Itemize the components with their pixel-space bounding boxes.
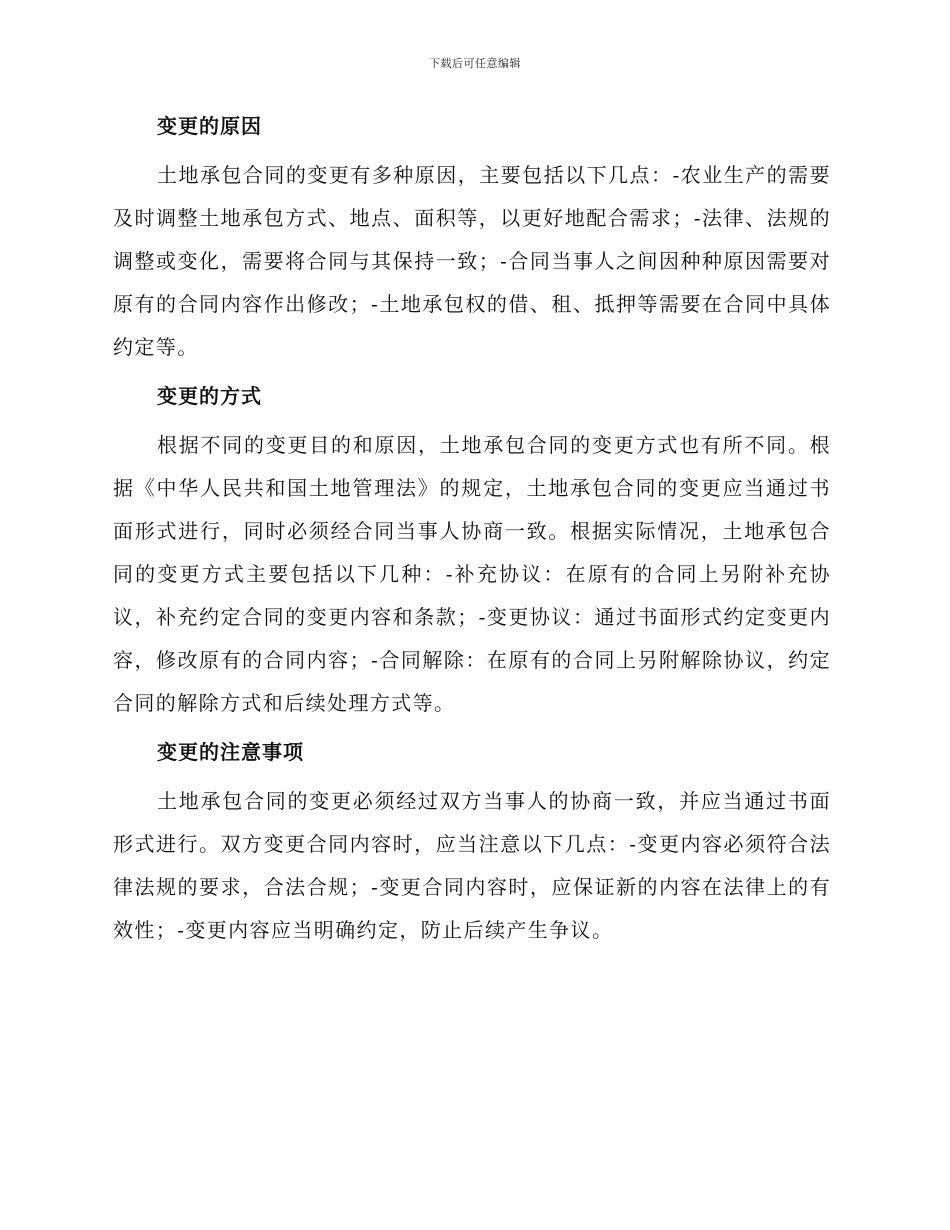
section-change-notes	[113, 732, 831, 952]
document-body	[113, 106, 831, 959]
section-heading: 变更的原因	[157, 114, 262, 138]
section-change-reasons	[113, 106, 831, 369]
section-change-methods	[113, 376, 831, 725]
section-paragraph: 根据不同的变更目的和原因，土地承包合同的变更方式也有所不同。根据《中华人民共和国土地管理法》的规定，土地承包合同的变更应当通过书面形式进行，同时必须经合同当事人协商一致。根据实际情况，土地承包合同的变更方式主要包括以下几种：-补充协议：在原有的合同上另附补充协议，补充约定合同的变更内容和条款；-变更协议：通过书面形式约定变更内容，修改原有的合同内容；-合同解除：在原有的合同上另附解除协议，约定合同的解除方式和后续处理方式等。	[113, 433, 831, 715]
section-paragraph: 土地承包合同的变更必须经过双方当事人的协商一致，并应当通过书面形式进行。双方变更合同内容时，应当注意以下几点：-变更内容必须符合法律法规的要求，合法合规；-变更合同内容时，应保证新的内容在法律上的有效性；-变更内容应当明确约定，防止后续产生争议。	[113, 789, 831, 942]
section-paragraph: 土地承包合同的变更有多种原因，主要包括以下几点：-农业生产的需要及时调整土地承包方式、地点、面积等，以更好地配合需求；-法律、法规的调整或变化，需要将合同与其保持一致；-合同当事人之间因种种原因需要对原有的合同内容作出修改；-土地承包权的借、租、抵押等需要在合同中具体约定等。	[113, 163, 831, 359]
page-header: 下载后可任意编辑	[429, 57, 521, 70]
section-heading: 变更的注意事项	[157, 740, 304, 764]
section-heading: 变更的方式	[157, 384, 262, 408]
